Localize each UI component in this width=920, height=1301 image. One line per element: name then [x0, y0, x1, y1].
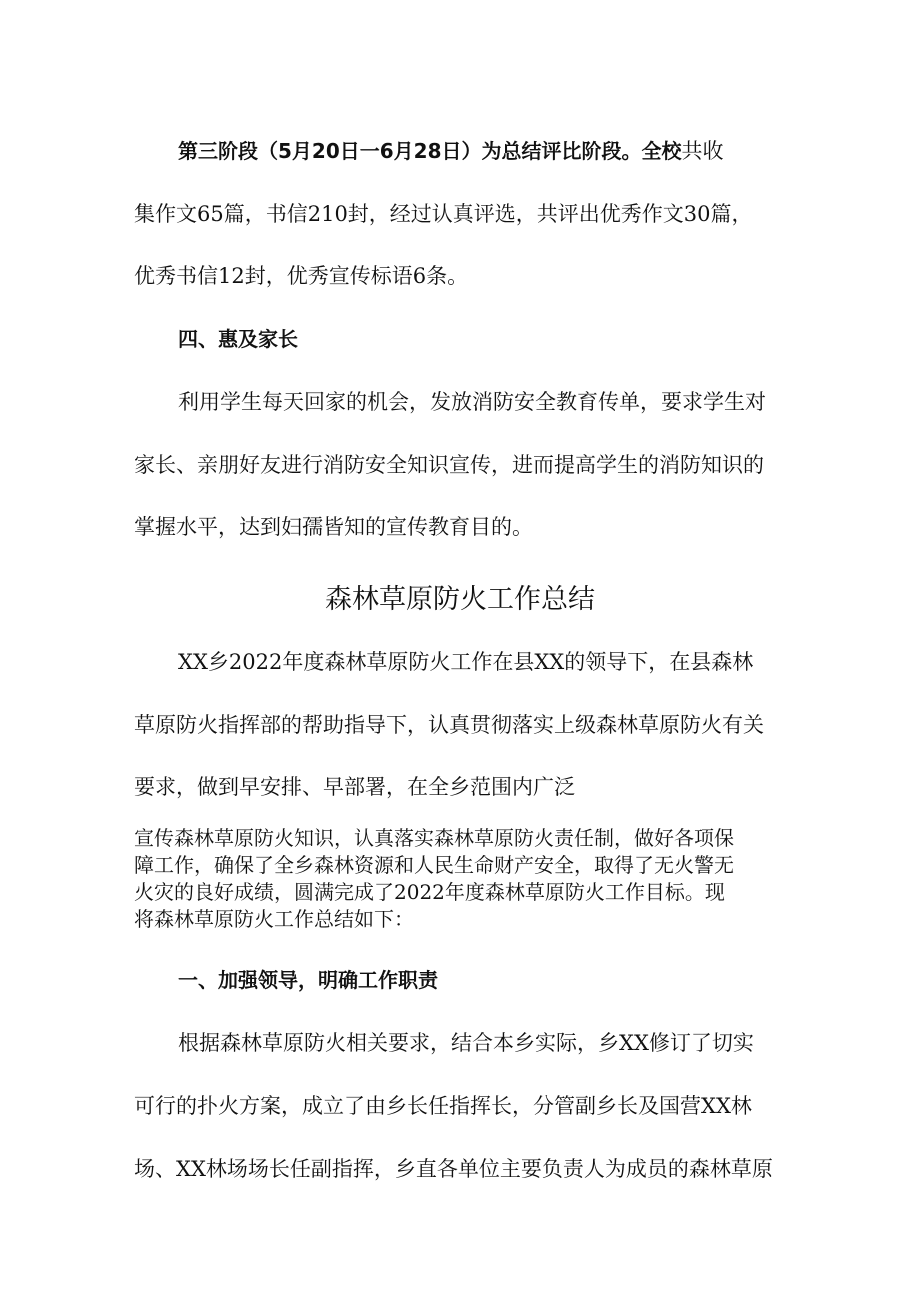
- para1-line1: 根据森林草原防火相关要求，结合本乡实际，乡XX修订了切实: [178, 1031, 754, 1055]
- intro-dense-line1: 宣传森林草原防火知识，认真落实森林草原防火责任制，做好各项保: [134, 826, 734, 850]
- section3-line1: [178, 137, 794, 165]
- intro-dense-line2: 障工作，确保了全乡森林资源和人民生命财产安全，取得了无火警无: [134, 853, 734, 877]
- para4-line3: 掌握水平，达到妇孺皆知的宣传教育目的。: [134, 515, 533, 539]
- heading-4: 四、惠及家长: [178, 327, 298, 351]
- intro-dense-line4: 将森林草原防火工作总结如下：: [134, 907, 414, 931]
- para4-line2: 家长、亲朋好友进行消防安全知识宣传，进而提高学生的消防知识的: [134, 453, 764, 477]
- section3-line2: 集作文65篇，书信210封，经过认真评选，共评出优秀作文30篇，: [134, 202, 753, 226]
- section3-line3: 优秀书信12封，优秀宣传标语6条。: [134, 264, 469, 288]
- para1-line2: 可行的扑火方案，成立了由乡长任指挥长，分管副乡长及国营XX林: [134, 1094, 752, 1118]
- section3-lead-bold: 第三阶段（5月20日一6月28日）为总结评比阶段。全校: [178, 139, 682, 163]
- para4-line1: 利用学生每天回家的机会，发放消防安全教育传单，要求学生对: [178, 390, 766, 414]
- intro-line1: XX乡2022年度森林草原防火工作在县XX的领导下，在县森林: [178, 650, 754, 674]
- intro-line3: 要求，做到早安排、早部署，在全乡范围内广泛: [134, 775, 575, 799]
- heading-1: 一、加强领导，明确工作职责: [178, 968, 438, 992]
- section3-lead-rest: 共收: [681, 139, 724, 163]
- intro-dense-line3: 火灾的良好成绩，圆满完成了2022年度森林草原防火工作目标。现: [134, 880, 725, 904]
- document-title: 森林草原防火工作总结: [325, 584, 595, 615]
- para1-line3: 场、XX林场场长任副指挥，乡直各单位主要负责人为成员的森林草原: [134, 1157, 773, 1181]
- intro-line2: 草原防火指挥部的帮助指导下，认真贯彻落实上级森林草原防火有关: [134, 713, 764, 737]
